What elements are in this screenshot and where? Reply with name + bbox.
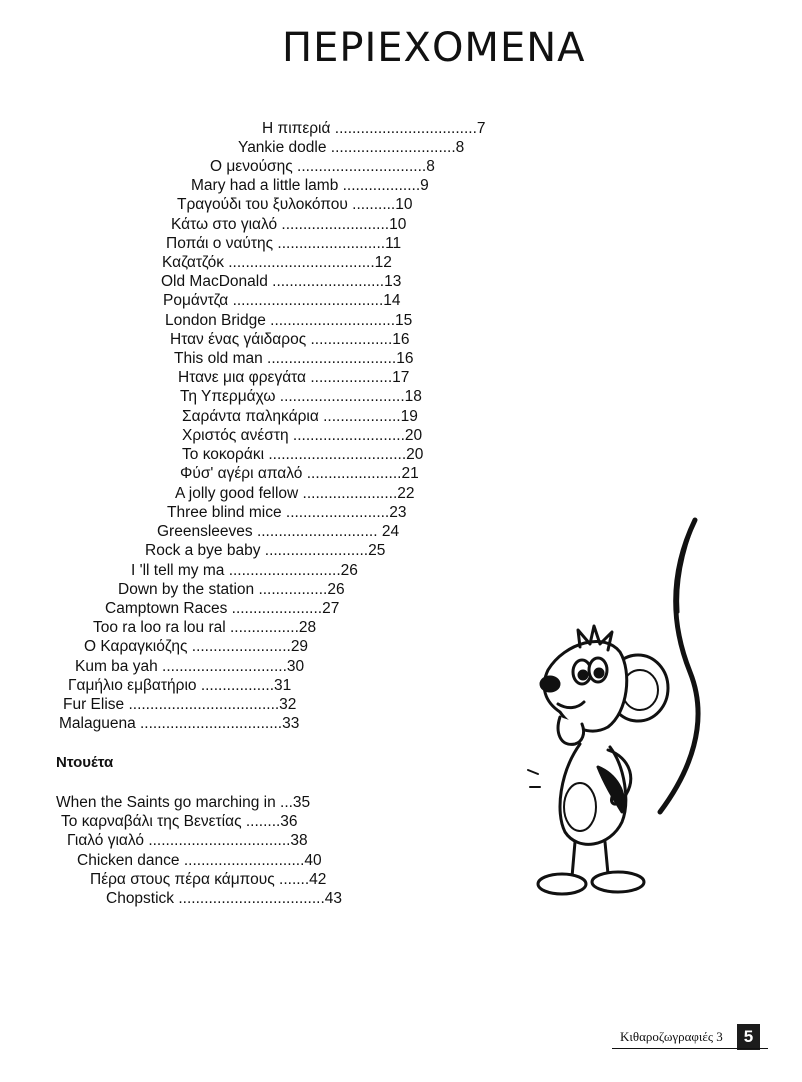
duet-entry: Chicken dance ............................40	[77, 852, 322, 869]
toc-entry: Mary had a little lamb ..................9	[191, 177, 429, 194]
leg-left	[572, 842, 575, 877]
toc-entry: Three blind mice ........................23	[167, 504, 407, 521]
page-title: ΠΕΡΙΕΧΟΜΕΝΑ	[282, 25, 586, 71]
toc-entry: Down by the station ................26	[118, 581, 345, 598]
page-number: 5	[737, 1024, 760, 1050]
toc-entry: Το κοκοράκι ................................20	[182, 446, 424, 463]
toc-entry: Yankie dodle .............................8	[238, 139, 465, 156]
motion-line	[528, 770, 538, 774]
toc-entry: Γαμήλιο εμβατήριο .................31	[68, 677, 292, 694]
toc-entry: Κάτω στο γιαλό .........................10	[171, 216, 407, 233]
toc-entry: London Bridge .............................15	[165, 312, 413, 329]
toc-entry: Η πιπεριά .................................7	[262, 120, 486, 137]
duet-entry: Γιαλό γιαλό .................................38	[67, 832, 308, 849]
toc-entry: Ρομάντζα ...................................14	[163, 292, 401, 309]
duet-entry: Το καρναβάλι της Βενετίας ........36	[61, 813, 298, 830]
mouse-illustration	[520, 512, 720, 907]
duets-heading: Ντουέτα	[56, 754, 114, 771]
toc-entry: Ποπάι ο ναύτης .........................11	[166, 235, 402, 252]
leg-right	[605, 842, 608, 874]
toc-entry: Fur Elise ...................................32	[63, 696, 297, 713]
toc-entry: Τη Υπερμάχω .............................18	[180, 388, 422, 405]
toc-entry: Kum ba yah .............................30	[75, 658, 305, 675]
toc-entry: Ο μενούσης ..............................8	[210, 158, 435, 175]
toc-entry: Σαράντα παληκάρια ..................19	[182, 408, 418, 425]
book-title: Κιθαροζωγραφιές 3	[620, 1029, 723, 1044]
tail	[660, 520, 698, 812]
toc-entry: Ο Καραγκιόζης .......................29	[84, 638, 309, 655]
footer-rule	[612, 1048, 768, 1049]
foot-right	[592, 872, 644, 892]
toc-entry: I 'll tell my ma ..........................26	[131, 562, 358, 579]
toc-entry: Rock a bye baby ........................25	[145, 542, 386, 559]
toc-entry: Ητανε μια φρεγάτα ...................17	[178, 369, 410, 386]
duet-entry: Chopstick ..................................43	[106, 890, 343, 907]
pupil-left	[579, 671, 587, 679]
duet-entry: When the Saints go marching in ...35	[56, 794, 311, 811]
toc-entry: Χριστός ανέστη ..........................20	[182, 427, 423, 444]
foot-left	[538, 874, 586, 894]
toc-entry: Malaguena .................................33	[59, 715, 300, 732]
toc-entry: Ηταν ένας γάιδαρος ...................16	[170, 331, 410, 348]
toc-entry: Καζατζόκ ..................................12	[162, 254, 392, 271]
toc-entry: A jolly good fellow ......................22	[175, 485, 415, 502]
toc-entry: Greensleeves ............................ 24	[157, 523, 400, 540]
toc-entry: Too ra loo ra lou ral ................28	[93, 619, 317, 636]
toc-entry: Φύσ' αγέρι απαλό ......................21	[180, 465, 419, 482]
toc-entry: Τραγούδι του ξυλοκόπου ..........10	[177, 196, 413, 213]
nose	[541, 677, 559, 691]
toc-entry: Camptown Races .....................27	[105, 600, 340, 617]
toc-entry: This old man ..............................16	[174, 350, 414, 367]
toc-entry: Old MacDonald ..........................13	[161, 273, 402, 290]
duet-entry: Πέρα στους πέρα κάμπους .......42	[90, 871, 327, 888]
pupil-right	[595, 669, 603, 677]
